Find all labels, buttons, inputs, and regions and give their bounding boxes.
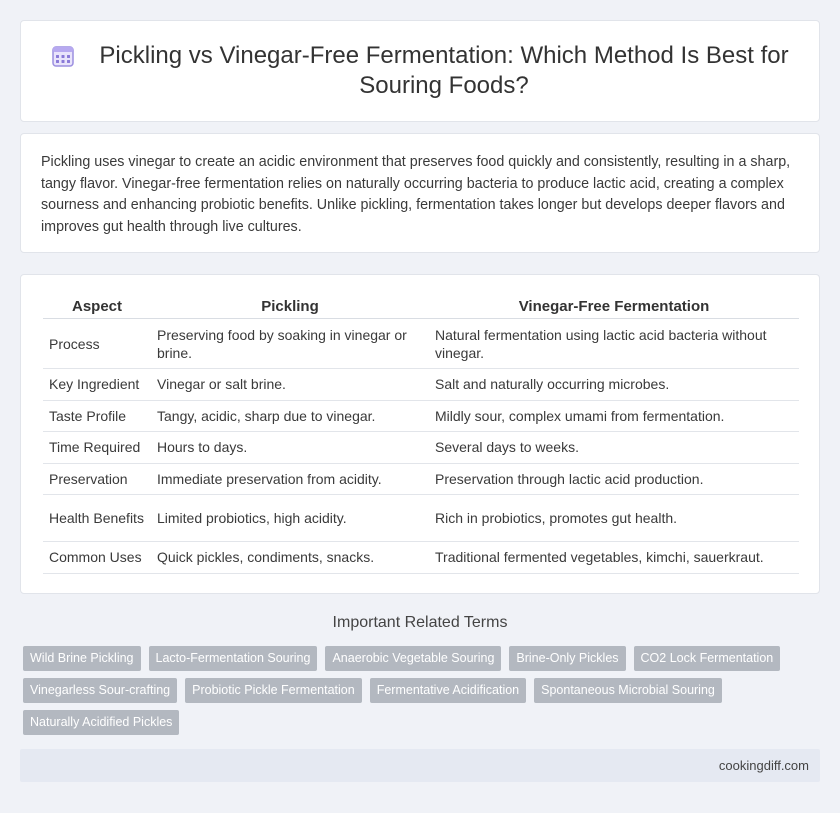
cell-aspect: Key Ingredient <box>43 369 151 401</box>
cell-aspect: Process <box>43 319 151 369</box>
table-row <box>43 319 799 369</box>
related-term-tag[interactable]: Naturally Acidified Pickles <box>23 710 179 735</box>
cell-fermentation: Preservation through lactic acid production. <box>429 464 799 496</box>
table-header-row <box>43 295 799 319</box>
cell-fermentation: Several days to weeks. <box>429 432 799 464</box>
intro-paragraph: Pickling uses vinegar to create an acidic environment that preserves food quickly and consistently, resulting in a sharp, tangy flavor. Vinegar-free fermentation relies on naturally occurring bacteria to produce lactic acid, creating a complex sourness and enhancing probiotic benefits. Unlike pickling, fermentation takes longer but develops deeper flavors and improves gut health through live cultures. <box>41 154 791 235</box>
related-term-tag[interactable]: Probiotic Pickle Fermentation <box>185 678 362 703</box>
cell-fermentation: Mildly sour, complex umami from fermentation. <box>429 401 799 433</box>
related-term-tag[interactable]: Fermentative Acidification <box>370 678 526 703</box>
cell-aspect: Health Benefits <box>43 495 151 542</box>
cell-aspect: Preservation <box>43 464 151 496</box>
related-term-tag[interactable]: Lacto-Fermentation Souring <box>149 646 318 671</box>
header-pickling: Pickling <box>151 295 429 319</box>
related-term-tag[interactable]: Anaerobic Vegetable Souring <box>325 646 501 671</box>
related-term-tag[interactable]: Brine-Only Pickles <box>509 646 625 671</box>
header-fermentation: Vinegar-Free Fermentation <box>429 295 799 319</box>
cell-fermentation: Traditional fermented vegetables, kimchi, sauerkraut. <box>429 542 799 574</box>
related-term-tag[interactable]: Vinegarless Sour-crafting <box>23 678 177 703</box>
cell-pickling: Immediate preservation from acidity. <box>151 464 429 496</box>
table-row <box>43 542 799 574</box>
cell-fermentation: Salt and naturally occurring microbes. <box>429 369 799 401</box>
table-row <box>43 369 799 401</box>
header-card <box>20 20 820 122</box>
intro-card <box>20 133 820 253</box>
cell-pickling: Quick pickles, condiments, snacks. <box>151 542 429 574</box>
related-term-tag[interactable]: Spontaneous Microbial Souring <box>534 678 722 703</box>
cell-pickling: Preserving food by soaking in vinegar or brine. <box>151 319 429 369</box>
footer <box>20 749 820 782</box>
cell-aspect: Taste Profile <box>43 401 151 433</box>
calendar-icon <box>51 44 75 68</box>
table-row <box>43 464 799 496</box>
table-row <box>43 495 799 542</box>
table-row <box>43 401 799 433</box>
related-terms-title: Important Related Terms <box>332 614 508 631</box>
footer-site-link[interactable]: cookingdiff.com <box>718 758 809 773</box>
cell-aspect: Time Required <box>43 432 151 464</box>
related-term-tag[interactable]: CO2 Lock Fermentation <box>634 646 781 671</box>
cell-fermentation: Natural fermentation using lactic acid bacteria without vinegar. <box>429 319 799 369</box>
header-aspect: Aspect <box>43 295 151 319</box>
cell-pickling: Vinegar or salt brine. <box>151 369 429 401</box>
cell-aspect: Common Uses <box>43 542 151 574</box>
related-terms-list <box>23 646 823 742</box>
comparison-table-card <box>20 274 820 594</box>
cell-pickling: Limited probiotics, high acidity. <box>151 495 429 542</box>
cell-pickling: Hours to days. <box>151 432 429 464</box>
table-row <box>43 432 799 464</box>
cell-pickling: Tangy, acidic, sharp due to vinegar. <box>151 401 429 433</box>
comparison-table <box>43 295 799 574</box>
page-title: Pickling vs Vinegar-Free Fermentation: Which Method Is Best for Souring Foods? <box>99 42 789 99</box>
related-term-tag[interactable]: Wild Brine Pickling <box>23 646 141 671</box>
cell-fermentation: Rich in probiotics, promotes gut health. <box>429 495 799 542</box>
